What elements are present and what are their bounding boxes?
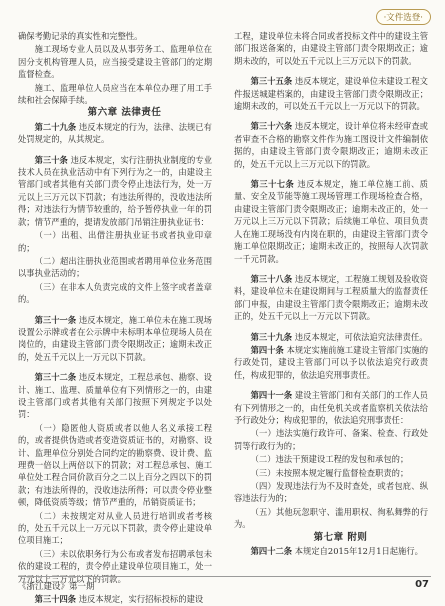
article-31 bbox=[18, 314, 212, 364]
paragraph: 施工现场专业人员以及从事劳务工、监理单位在因分支机构管理人员，应当接受建设主管部门的定期监督检查。 bbox=[18, 44, 212, 80]
article-body: 违反本规定，工程施工规划及验收资料，建设单位未在建设期间与工程质量大的监督责任部门申报，由建设主管部门责令限期改正；逾期未改正的，处五千元以上一万元以下罚款。 bbox=[234, 273, 428, 322]
article-title: 第四十二条 bbox=[250, 546, 293, 557]
article-40 bbox=[234, 344, 428, 381]
left-column bbox=[18, 30, 212, 606]
list-item: （一）违法实施行政许可、备案、检查、行政处罚等行政行为的； bbox=[234, 428, 428, 451]
article-title: 第三十六条 bbox=[250, 121, 293, 132]
list-item: （一）隐匿他人资质或者以他人名义承接工程的，或者提供伪造或者变造资质证书的，对勘察、设计、监理单位分别处合同约定的勘察费、设计费、监理费一倍以上两倍以下的罚款；对工程总承包、施工单位处工程合同价款百分之二以上百分之四以下的罚款；有违法所得的，没收违法所得；可以责令停业整顿，降低资质等级；情节严重的，吊销资质证书； bbox=[18, 422, 212, 508]
article-title: 第三十条 bbox=[34, 154, 68, 165]
article-body: 本规定自2015年12月1日起施行。 bbox=[294, 546, 423, 557]
article-39 bbox=[234, 331, 428, 343]
article-36 bbox=[234, 120, 428, 170]
right-column bbox=[234, 30, 428, 558]
footer-rule bbox=[18, 576, 431, 577]
list-item: （三）未按照本规定履行监督检查职责的； bbox=[250, 467, 409, 478]
article-38 bbox=[234, 273, 428, 323]
paragraph: 确保考勤记录的真实性和完整性。 bbox=[18, 31, 143, 41]
article-body: 违反本规定，实行注册执业制度的专业技术人员在执业活动中有下列行为之一的，由建设主管部门或者其他有关部门责令停止违法行为，处一万元以上三万元以下罚款；有违法所得的，没收违法所得；对违法行为情节较重的，给予暂停执业一年的罚款；情节严重的，提请发放部门吊销注册执业证书： bbox=[18, 154, 212, 227]
paragraph: 工程，建设单位未将合同或者投标文件中的建设主管部门报送备案的，由建设主管部门责令限期改正；逾期未改的，可以处五千元以上三万元以下的罚款。 bbox=[234, 31, 428, 66]
article-title: 第三十二条 bbox=[34, 372, 77, 383]
list-item: （五）其他玩忽职守、滥用职权、徇私舞弊的行为。 bbox=[234, 506, 428, 530]
article-body: 违反本规定，施工单位施工前、质量、安全及节能等施工现场管理工作现场检查合格，由建设主管部门责令限期改正；逾期未改正的，处一万元以上三万元以下罚款；后续施工单位、项目负责人在施工现场没有内岗在职的，由建设主管部门责令施工单位限期改正；逾期未改正的，按照每人次罚款一千元罚款。 bbox=[234, 179, 428, 264]
article-title: 第三十七条 bbox=[250, 179, 295, 190]
article-32 bbox=[18, 371, 212, 421]
list-item: （一）出租、出借注册执业证书或者执业印章的； bbox=[18, 230, 212, 253]
article-title: 第三十四条 bbox=[34, 594, 77, 605]
article-body: 违反本规定的行为，法律、法规已有处罚规定的，从其规定。 bbox=[18, 121, 212, 145]
article-37 bbox=[234, 178, 428, 265]
list-item: （二）超出注册执业范围或者聘用单位业务范围以事执业活动的； bbox=[18, 255, 212, 279]
article-body: 违反本规定，工程总承包、勘察、设计、施工、监理、质量单位有下列情形之一的，由建设主管部门或者其他有关部门按照下列规定予以处罚： bbox=[18, 372, 212, 420]
article-title: 第四十一条 bbox=[250, 390, 293, 401]
article-title: 第三十五条 bbox=[250, 76, 293, 87]
section-tag: ·文件选登· bbox=[376, 9, 431, 25]
article-title: 第三十一条 bbox=[34, 314, 77, 325]
list-item: （二）违法干预建设工程的发包和承包的； bbox=[250, 454, 409, 465]
article-body: 违反本规定，建设单位未建设工程文件报送城建档案的，由建设主管部门责令限期改正；逾期未改的，可以处五千元以上一万元以下的罚款。 bbox=[234, 76, 428, 112]
article-body: 本规定实施前施工建设主管部门实施的行政处罚，建设主管部门可以予以依法追究行政责任，构成犯罪的，依法追究刑事责任。 bbox=[234, 344, 428, 380]
article-42 bbox=[234, 545, 428, 557]
article-41 bbox=[234, 389, 428, 426]
page-number: 07 bbox=[415, 579, 429, 590]
chapter-heading: 第七章 附则 bbox=[313, 531, 368, 543]
paragraph: 施工、监理单位人员应当在本单位办理了用工手续和社会保障手续。 bbox=[18, 82, 212, 106]
article-34 bbox=[18, 593, 212, 605]
article-body: 违反本规定，施工单位未在施工现场设置公示牌或者在公示牌中未标明本单位现场人员在岗位的，由建设主管部门责令限期改正；逾期未改正的，处五千元以上一万元以下罚款。 bbox=[18, 314, 212, 362]
article-title: 第三十八条 bbox=[250, 273, 293, 284]
article-body: 违反本规定，实行招标投标的建设 bbox=[78, 594, 204, 605]
article-35 bbox=[234, 75, 428, 112]
list-item: （三）未以依职务行为公布或者发布招聘承包未依的建设工程的，责令停止建设单位项目施工，处一万元以上三万元以下的罚款。 bbox=[18, 548, 212, 584]
article-29 bbox=[18, 121, 212, 146]
chapter-heading: 第六章 法律责任 bbox=[87, 107, 162, 119]
article-title: 第二十九条 bbox=[34, 121, 77, 132]
article-body: 建设主管部门和有关部门的工作人员有下列情形之一的，由任免机关或者监察机关依法给予行政处分；构成犯罪的，依法追究刑事责任： bbox=[234, 390, 428, 425]
list-item: （三）在非本人负责完成的文件上签字或者盖章的。 bbox=[18, 281, 212, 305]
article-title: 第三十九条 bbox=[250, 331, 293, 342]
article-30 bbox=[18, 154, 212, 228]
list-item: （四）发现违法行为不及时查处，或者包庇、纵容违法行为的； bbox=[234, 481, 428, 504]
list-item: （二）未按规定对从业人员进行培训或者考核的，处五千元以上一万元以下罚款，责令停止建设单位项目施工； bbox=[18, 510, 212, 546]
article-body: 违反本规定，可依法追究法律责任。 bbox=[294, 331, 428, 342]
footer-publication: 《浙江建设》第一期 bbox=[18, 582, 95, 592]
article-title: 第四十条 bbox=[250, 344, 284, 355]
article-body: 违反本规定，设计单位将未经审查或者审查不合格的勘察文件作为施工图设计文件编制依据的，由建设主管部门责令限期改正；逾期未改正的，处五千元以上三万元以下的罚款。 bbox=[234, 121, 428, 169]
